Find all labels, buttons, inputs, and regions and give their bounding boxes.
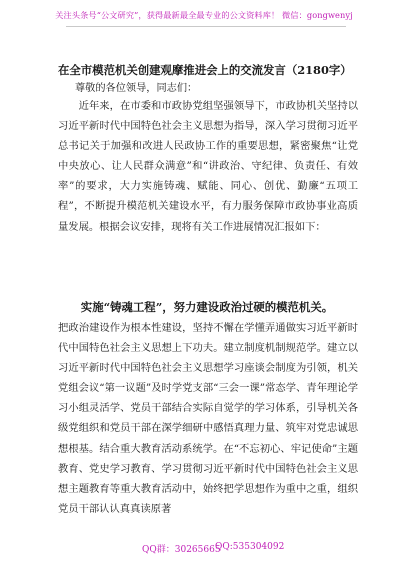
salutation: 尊敬的各位领导，同志们： bbox=[75, 83, 198, 94]
body-paragraph-1: 近年来，在市委和市政协党组坚强领导下，市政协机关坚持以习近平新时代中国特色社会主义思想为指导，深入学习贯彻习近平总书记关于加强和改进人民政协工作的重要思想，紧密聚焦“让党中央放心、让人民群众满意”和“讲政治、守纪律、负责任、有效率”的要求，大力实施铸魂、赋能、同心、创优、勤廉“五项工程”，不断提升模范机关建设水平，有力服务保障市政协事业高质量发展。根据会议安排，现将有关工作进展情况汇报如下： bbox=[58, 100, 358, 233]
footer-qq-contact: QQ:535304092 bbox=[215, 542, 285, 552]
document-title: 在全市模范机关创建观摩推进会上的交流发言（2180字） bbox=[58, 63, 352, 77]
header-divider bbox=[66, 26, 346, 27]
section-heading: 实施“铸魂工程”，努力建设政治过硬的模范机关。 bbox=[80, 300, 334, 314]
footer-qq-group: QQ群：30265665 bbox=[142, 545, 221, 555]
header-banner: 关注头条号“公文研究”，获得最新最全最专业的公文资料库！ 微信：gongwenyj bbox=[55, 10, 353, 20]
body-paragraph-2: 把政治建设作为根本性建设，坚持不懈在学懂弄通做实习近平新时代中国特色社会主义思想上下功夫。建立制度机制规范学。建立以习近平新时代中国特色社会主义思想学习座谈会制度为引领，机关党组会议“第一议题”及时学党支部“三会一课”常态学、青年理论学习小组灵活学、党员干部结合实际自觉学的学习体系，引导机关各级党组织和党员干部在深学细研中感悟真理力量、筑牢对党忠诚思想根基。结合重大教育活动系统学。在“不忘初心、牢记使命”主题教育、党史学习教育、学习贯彻习近平新时代中国特色社会主义思想主题教育等重大教育活动中，始终把学思想作为重中之重，组织党员干部认认真真读原著 bbox=[58, 322, 358, 515]
